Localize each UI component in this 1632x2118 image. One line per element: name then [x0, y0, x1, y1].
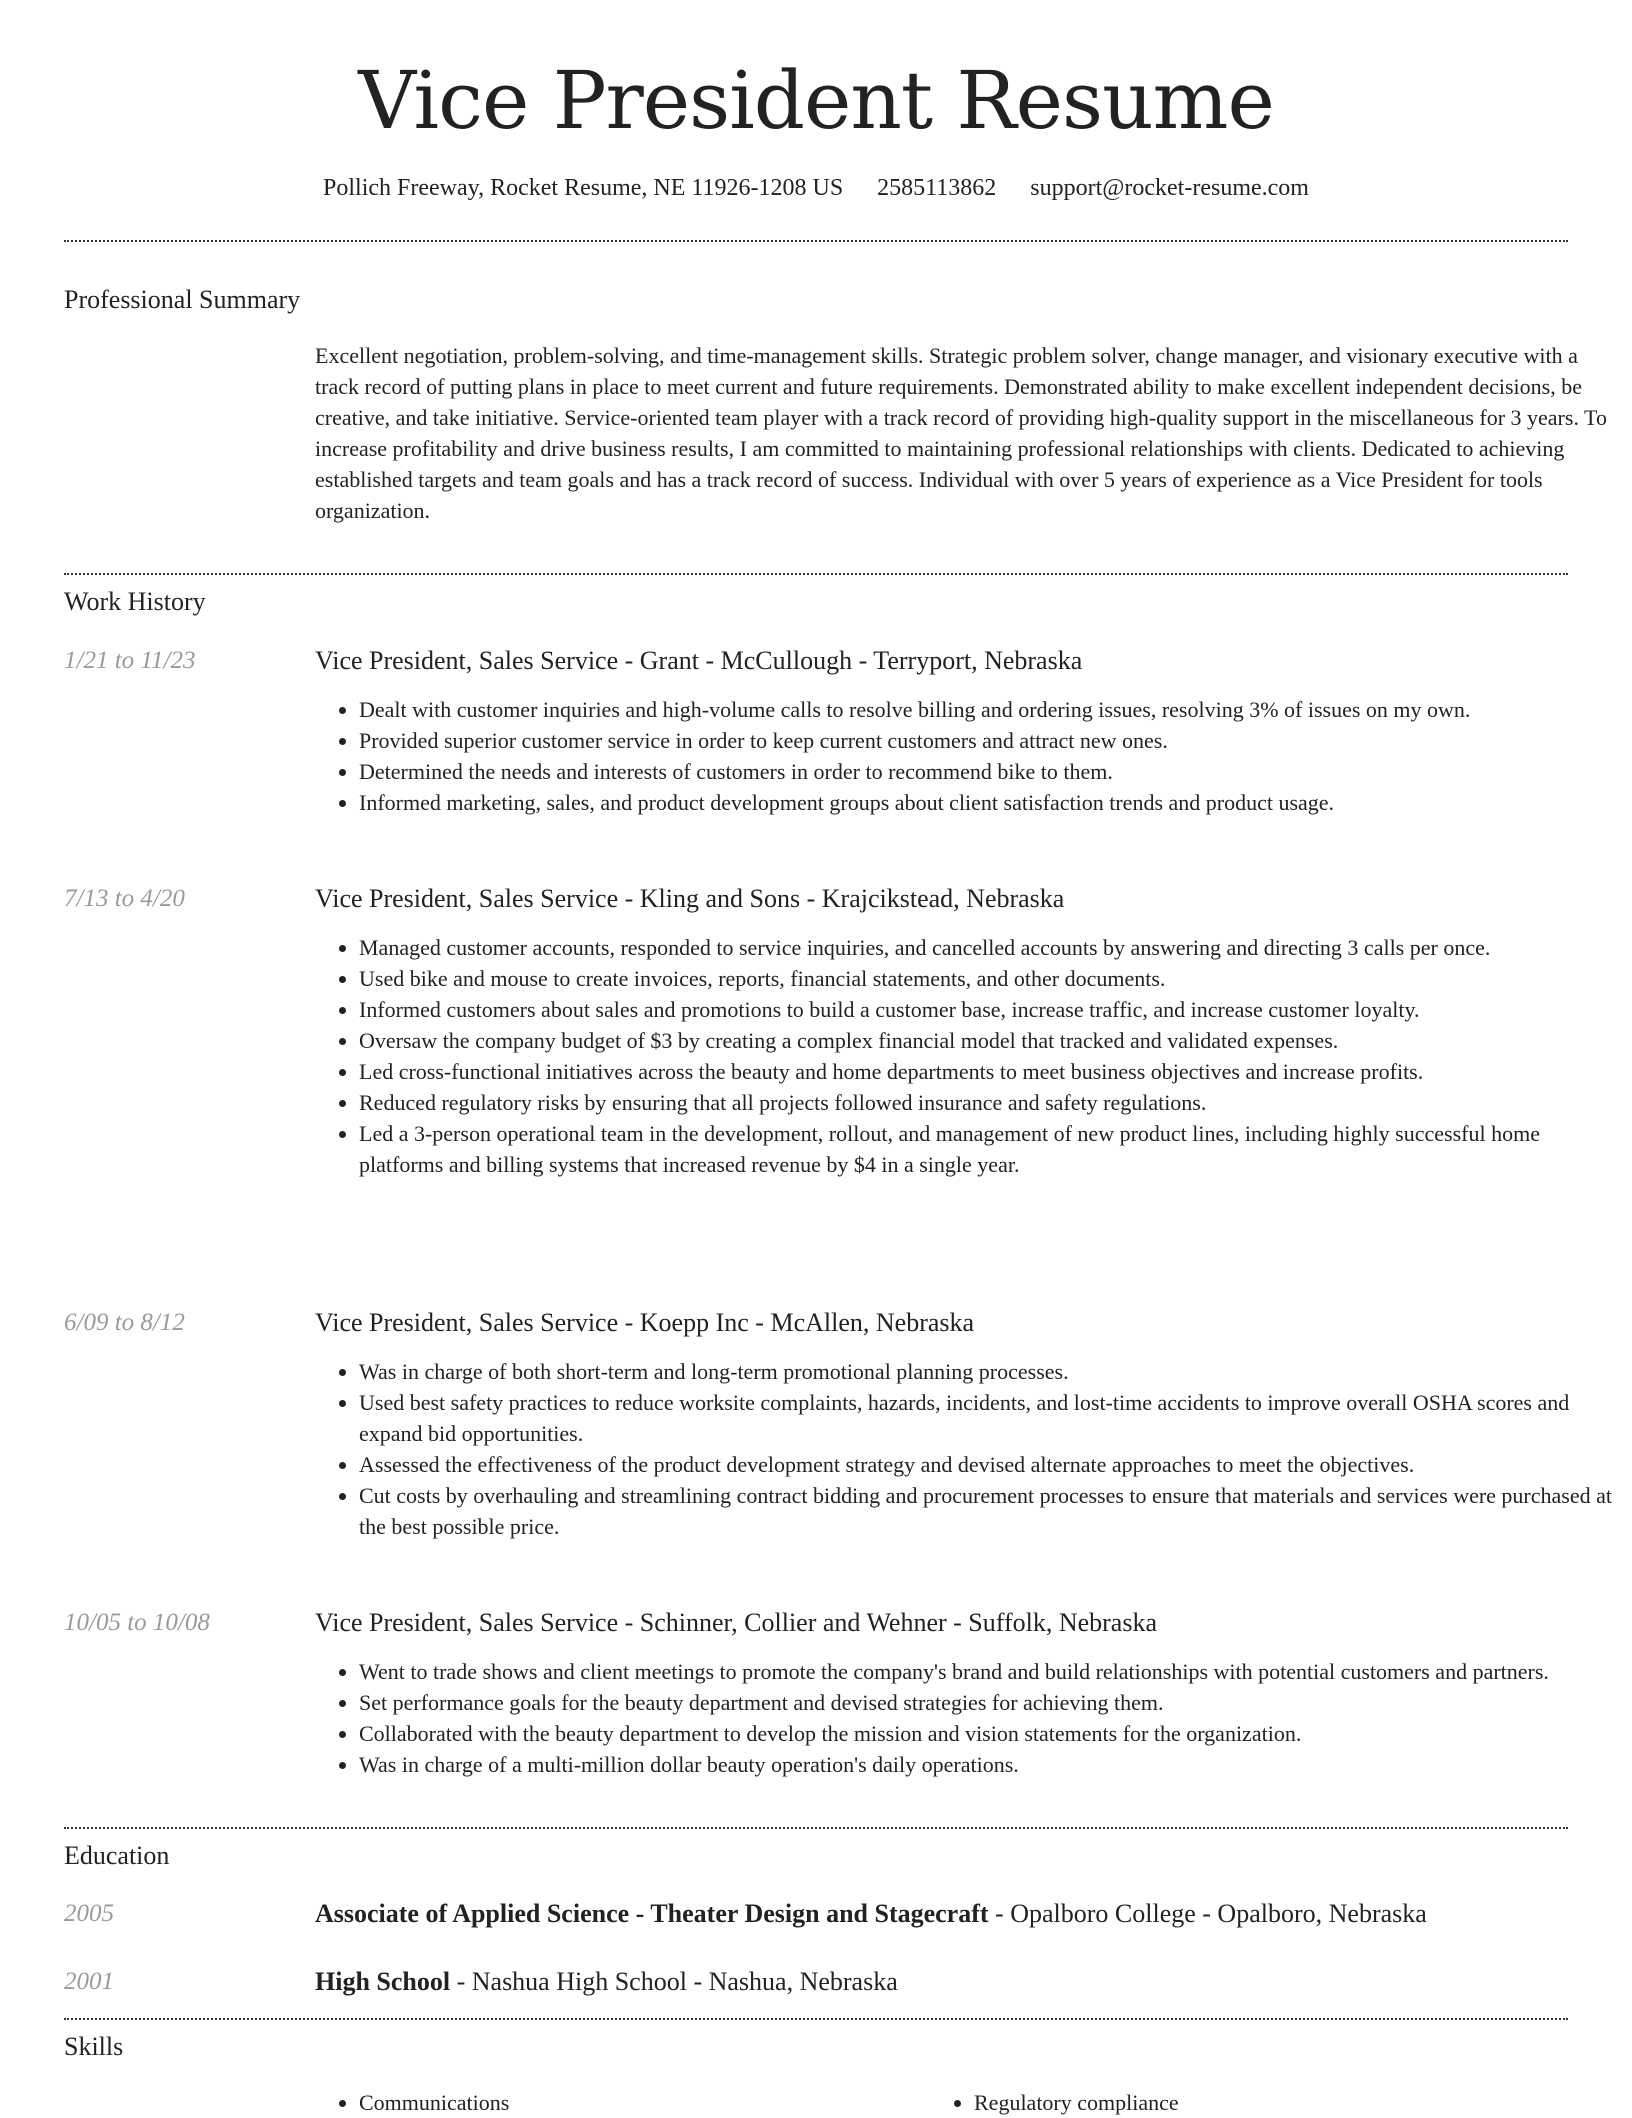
job-bullet: • Used bike and mouse to create invoices, reports, financial statements, and other documents. — [359, 963, 1619, 994]
section-title-work: Work History — [64, 587, 206, 616]
skills-list-right — [930, 2087, 1179, 2118]
skills-list-left — [315, 2087, 509, 2118]
job-bullet: • Determined the needs and interests of customers in order to recommend bike to them. — [359, 756, 1619, 787]
job-bullet: • Oversaw the company budget of $3 by creating a complex financial model that tracked and validated expenses. — [359, 1025, 1619, 1056]
job-dates: 10/05 to 10/08 — [64, 1609, 210, 1636]
education-school: - Opalboro College - Opalboro, Nebraska — [988, 1899, 1427, 1928]
job-title: Vice President, Sales Service - Schinner, Collier and Wehner - Suffolk, Nebraska — [315, 1608, 1158, 1637]
job-bullets — [315, 932, 1619, 1180]
phone: 2585113862 — [877, 175, 997, 201]
job-dates: 1/21 to 11/23 — [64, 647, 196, 674]
divider — [64, 573, 1568, 575]
job-bullet: • Was in charge of a multi-million dollar beauty operation's daily operations. — [359, 1749, 1619, 1780]
job-bullet: • Reduced regulatory risks by ensuring that all projects followed insurance and safety regulations. — [359, 1087, 1619, 1118]
job-bullet: • Cut costs by overhauling and streamlining contract bidding and procurement processes to ensure that materials and services were purchased at the best possible price. — [359, 1480, 1619, 1542]
job-bullets — [315, 1656, 1619, 1780]
skill-item: • Regulatory compliance — [974, 2087, 1179, 2118]
job-bullets — [315, 1356, 1619, 1542]
divider — [64, 2018, 1568, 2020]
divider — [64, 1827, 1568, 1829]
job-bullet: • Set performance goals for the beauty department and devised strategies for achieving them. — [359, 1687, 1619, 1718]
job-title: Vice President, Sales Service - Kling and Sons - Krajcikstead, Nebraska — [315, 884, 1065, 913]
contact-line — [64, 170, 1568, 206]
job-bullet: • Managed customer accounts, responded to service inquiries, and cancelled accounts by answering and directing 3 calls per once. — [359, 932, 1619, 963]
job-bullet: • Went to trade shows and client meetings to promote the company's brand and build relationships with potential customers and partners. — [359, 1656, 1619, 1687]
section-title-summary: Professional Summary — [64, 285, 301, 314]
email: support@rocket-resume.com — [1030, 175, 1309, 201]
job-title: Vice President, Sales Service - Koepp Inc - McAllen, Nebraska — [315, 1308, 975, 1337]
education-degree: Associate of Applied Science - Theater Design and Stagecraft — [315, 1899, 989, 1928]
job-bullet: • Led cross-functional initiatives across the beauty and home departments to meet business objectives and increase profits. — [359, 1056, 1619, 1087]
address: Pollich Freeway, Rocket Resume, NE 11926-1208 US — [323, 175, 844, 201]
skill-item: • Communications — [359, 2087, 509, 2118]
education-year: 2001 — [64, 1968, 114, 1995]
job-bullet: • Assessed the effectiveness of the product development strategy and devised alternate approaches to meet the objectives. — [359, 1449, 1619, 1480]
job-bullet: • Informed customers about sales and promotions to build a customer base, increase traffic, and increase customer loyalty. — [359, 994, 1619, 1025]
section-title-education: Education — [64, 1841, 170, 1870]
job-title: Vice President, Sales Service - Grant - McCullough - Terryport, Nebraska — [315, 646, 1083, 675]
education-degree: High School — [315, 1967, 451, 1996]
education-school: - Nashua High School - Nashua, Nebraska — [450, 1967, 898, 1996]
education-entry — [315, 1964, 898, 2000]
job-bullet: • Provided superior customer service in order to keep current customers and attract new ones. — [359, 725, 1619, 756]
job-dates: 7/13 to 4/20 — [64, 885, 185, 912]
resume-title: Vice President Resume — [358, 54, 1274, 147]
job-bullet: • Collaborated with the beauty department to develop the mission and vision statements for the organization. — [359, 1718, 1619, 1749]
job-dates: 6/09 to 8/12 — [64, 1309, 185, 1336]
section-title-skills: Skills — [64, 2032, 124, 2061]
education-year: 2005 — [64, 1900, 114, 1927]
education-entry — [315, 1896, 1427, 1932]
job-bullet: • Dealt with customer inquiries and high-volume calls to resolve billing and ordering issues, resolving 3% of issues on my own. — [359, 694, 1619, 725]
job-bullet: • Was in charge of both short-term and long-term promotional planning processes. — [359, 1356, 1619, 1387]
job-bullet: • Informed marketing, sales, and product development groups about client satisfaction trends and product usage. — [359, 787, 1619, 818]
summary-text: Excellent negotiation, problem-solving, and time-management skills. Strategic problem solver, change manager, and visionary executive with a track record of putting plans in place to meet current and future requirements. Demonstrated ability to make excellent independent decisions, be creative, and take initiative. Service-oriented team player with a track record of providing high-quality support in the miscellaneous for 3 years. To increase profitability and drive business results, I am committed to maintaining professional relationships with clients. Dedicated to achieving established targets and team goals and has a track record of success. Individual with over 5 years of experience as a Vice President for tools organization. — [315, 343, 1607, 523]
job-bullets — [315, 694, 1619, 818]
job-bullet: • Led a 3-person operational team in the development, rollout, and management of new product lines, including highly successful home platforms and billing systems that increased revenue by $4 in a single year. — [359, 1118, 1619, 1180]
job-bullet: • Used best safety practices to reduce worksite complaints, hazards, incidents, and lost-time accidents to improve overall OSHA scores and expand bid opportunities. — [359, 1387, 1619, 1449]
divider — [64, 240, 1568, 242]
